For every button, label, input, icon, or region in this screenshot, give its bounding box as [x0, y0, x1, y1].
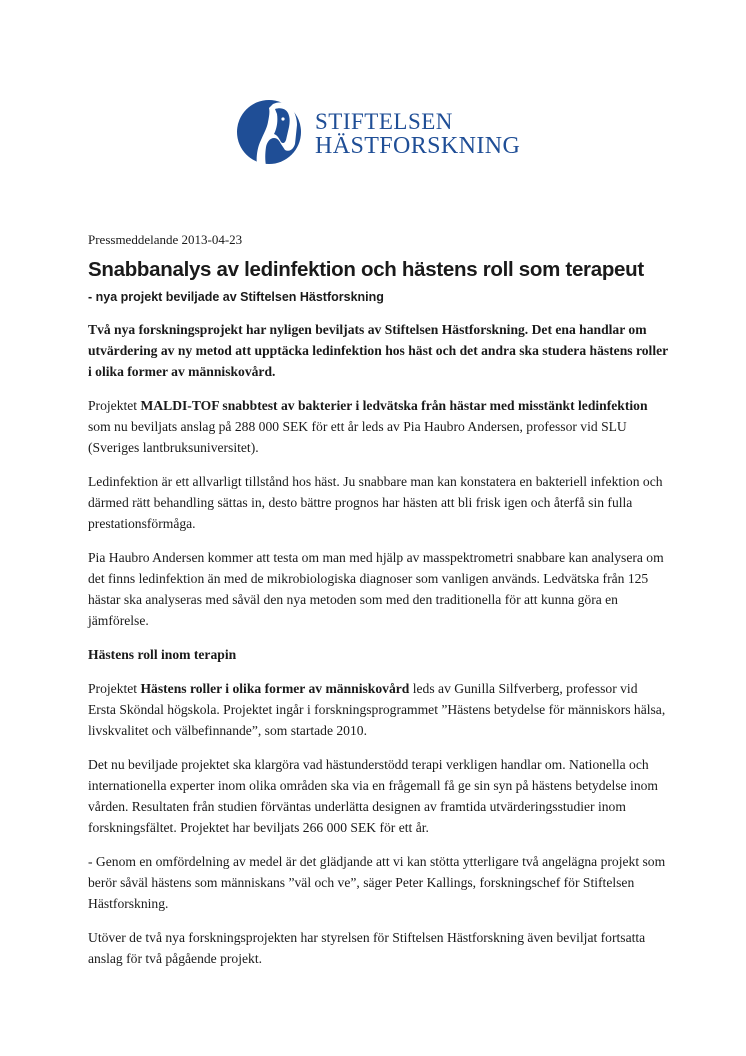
- paragraph-text: som nu beviljats anslag på 288 000 SEK för ett år leds av Pia Haubro Andersen, professor vid SLU (Sveriges lantbruksuniversitet).: [88, 419, 627, 455]
- foundation-logo: [235, 92, 525, 172]
- paragraph-hastens-roller: [88, 678, 668, 741]
- paragraph-closing: Utöver de två nya forskningsprojekten har styrelsen för Stiftelsen Hästforskning även beviljat fortsatta anslag för två pågående projekt.: [88, 930, 646, 966]
- section-heading: Hästens roll inom terapin: [88, 647, 237, 662]
- lead-paragraph: Två nya forskningsprojekt har nyligen beviljats av Stiftelsen Hästforskning. Det ena handlar om utvärdering av ny metod att upptäcka ledinfektion hos häst och det andra ska studera hästens roller i olika former av människovård.: [88, 322, 668, 379]
- project-name-maldi-tof: MALDI-TOF snabbtest av bakterier i ledvätska från hästar med misstänkt ledinfektion: [140, 398, 648, 413]
- headline: Snabbanalys av ledinfektion och hästens roll som terapeut: [88, 258, 644, 281]
- paragraph-masspektrometri: Pia Haubro Andersen kommer att testa om man med hjälp av masspektrometri snabbare kan analysera om det finns ledinfektion än med de mikrobiologiska diagnoser som vanligen används. Ledvätska från 125 hästar ska analyseras med såväl den nya metoden som med den traditionella för att kunna göra en jämförelse.: [88, 550, 664, 628]
- article-body: [88, 319, 668, 982]
- press-release-date: Pressmeddelande 2013-04-23: [88, 232, 243, 247]
- paragraph-text: Projektet: [88, 398, 141, 413]
- paragraph-text: leds av Gunilla Silfverberg, professor vid Ersta Sköndal högskola. Projektet ingår i forskningsprogrammet ”Hästens betydelse för människors hälsa, livskvalitet och välbefinnande”, som startade 2010.: [88, 681, 666, 738]
- paragraph-maldi-tof: [88, 395, 668, 458]
- paragraph-terapi: Det nu beviljade projektet ska klargöra vad hästunderstödd terapi verkligen handlar om. Nationella och internationella experter inom olika områden ska via en frågemall få ge sin syn på hästens betydelse inom vården. Resultaten från studien förväntas underlätta designen av framtida utvärderingsstudier inom forskningsfältet. Projektet har beviljats 266 000 SEK för ett år.: [88, 757, 658, 835]
- paragraph-ledinfektion: Ledinfektion är ett allvarligt tillstånd hos häst. Ju snabbare man kan konstatera en bakteriell infektion och därmed rätt behandling sättas in, desto bättre prognos har hästen att bli frisk igen och återfå sin fulla prestationsförmåga.: [88, 474, 663, 531]
- project-name-hastens-roller: Hästens roller i olika former av människovård: [140, 681, 410, 696]
- paragraph-text: Projektet: [88, 681, 141, 696]
- horse-head-icon: [235, 92, 311, 172]
- logo-line-1: STIFTELSEN: [315, 109, 453, 134]
- paragraph-quote: - Genom en omfördelning av medel är det glädjande att vi kan stötta ytterligare två angelägna projekt som berör såväl hästens som människans ”väl och ve”, säger Peter Kallings, forskningschef för Stiftelsen Hästforskning.: [88, 854, 666, 911]
- logo-line-2: HÄSTFORSKNING: [315, 133, 521, 159]
- subheadline: - nya projekt beviljade av Stiftelsen Hästforskning: [88, 290, 384, 304]
